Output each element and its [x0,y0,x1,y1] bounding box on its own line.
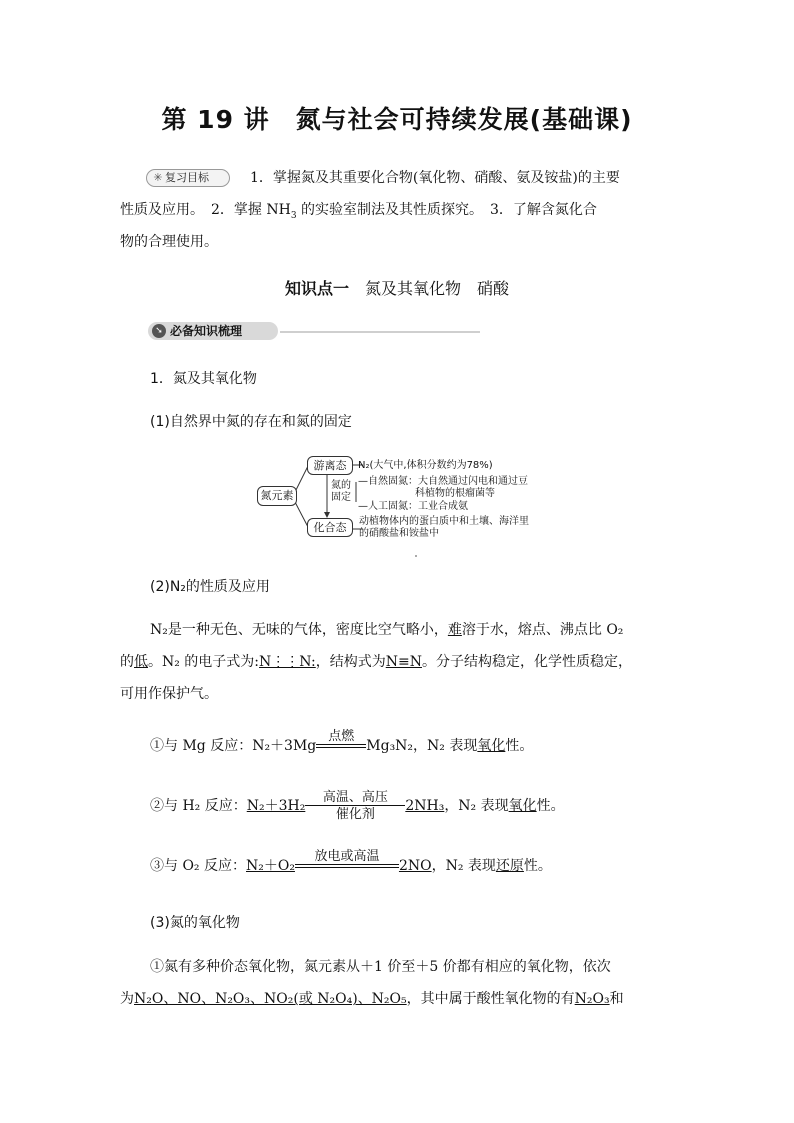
element-box: 氮元素 [257,486,297,506]
knowledge-badge-label: 必备知识梳理 [170,324,243,338]
goals-line-3: 物的合理使用。 [120,234,218,250]
r2-condition-bottom: 催化剂 [335,806,375,822]
sun-icon: ✳ [153,171,163,184]
page-title: 第 19 讲 氮与社会可持续发展(基础课) [161,105,633,134]
heading-1-2: (2)N₂的性质及应用 [150,579,270,595]
props-line-3: 可用作保护气。 [120,686,218,702]
props-line-2: 的低。N₂ 的电子式为:N⋮⋮N:，结构式为N≡N。分子结构稳定，化学性质稳定， [120,654,632,670]
reaction-h2: ②与 H₂ 反应：N₂＋3H₂ 高温、高压 催化剂 2NH₃，N₂ 表现氧化性。 [150,789,565,822]
section-topic: 氮及其氧化物 硝酸 [365,279,510,298]
structural-formula: N≡N [385,654,422,670]
section-divider [280,331,480,333]
goals-line-1: 1．掌握氮及其重要化合物(氧化物、硝酸、氨及铵盐)的主要 [250,170,620,186]
props-line-1: N₂是一种无色、无味的气体，密度比空气略小，难溶于水，熔点、沸点比 O₂ [150,622,624,638]
review-goals-label: 复习目标 [165,171,209,184]
oxides-line-1: ①氮有多种价态氧化物，氮元素从＋1 价至＋5 价都有相应的氧化物，依次 [150,959,611,975]
heading-1-1: (1)自然界中氮的存在和氮的固定 [150,414,352,430]
combined-desc-2: 的硝酸盐和铵盐中 [359,528,439,539]
section-label: 知识点一 [284,279,349,298]
fixation-label: 氮的固定 [331,480,351,503]
free-state-desc: N₂(大气中,体积分数约为78%) [358,460,493,471]
knowledge-badge [148,322,278,340]
natural-fixation-1: —自然固氮：大自然通过闪电和通过豆 [358,476,528,487]
heading-1: 1．氮及其氧化物 [150,371,257,387]
reaction-o2: ③与 O₂ 反应：N₂＋O₂ 放电或高温 2NO，N₂ 表现还原性。 [150,849,552,874]
free-state-box: 游离态 [307,456,353,475]
electron-formula: N⋮⋮N: [259,654,316,670]
arrow-circle-icon: ➘ [152,324,166,338]
review-goals-badge [146,169,230,187]
r2-condition-top: 高温、高压 [322,789,388,805]
oxides-line-2: 为N₂O、NO、N₂O₃、NO₂(或 N₂O₄)、N₂O₅，其中属于酸性氧化物的有N₂O₃和 [120,991,624,1007]
nitrogen-diagram [255,452,575,560]
heading-1-3: (3)氮的氧化物 [150,915,240,931]
reaction-mg: ①与 Mg 反应：N₂＋3Mg 点燃 Mg₃N₂，N₂ 表现氧化性。 [150,729,534,754]
r1-condition: 点燃 [328,729,355,744]
section-title [0,276,794,299]
r3-condition: 放电或高温 [314,849,380,864]
combined-state-box: 化合态 [307,518,353,537]
artificial-fixation: —人工固氮：工业合成氨 [358,501,468,512]
combined-desc-1: 动植物体内的蛋白质中和土壤、海洋里 [359,516,529,527]
natural-fixation-2: 科植物的根瘤菌等 [415,488,495,499]
goals-line-2: 性质及应用。 2．掌握 $NH_3$ 的实验室制法及其性质探究。 3．了解含氮化合 [120,202,597,221]
